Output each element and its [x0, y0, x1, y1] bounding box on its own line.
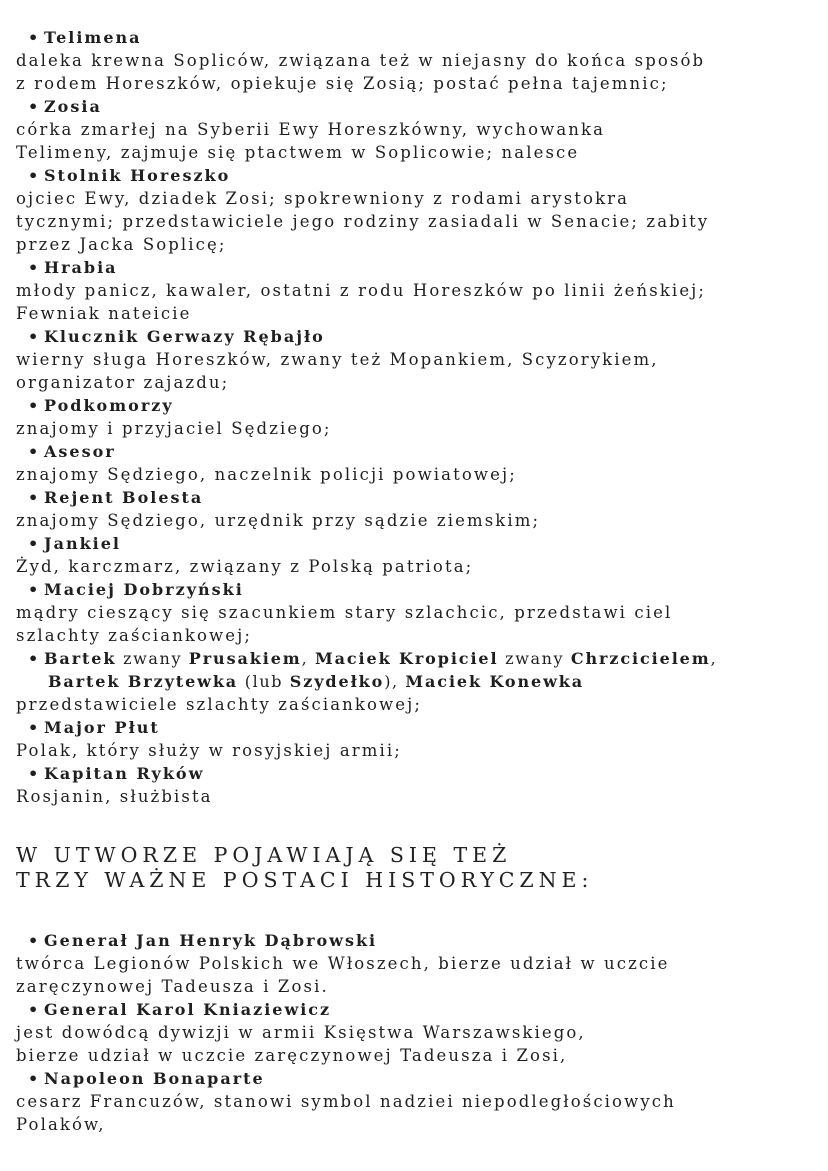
character-entry	[16, 325, 816, 394]
historical-name-line	[16, 929, 816, 952]
character-entry	[16, 164, 816, 256]
character-description: Rosjanin, służbista	[16, 787, 213, 806]
historical-description: cesarz Francuzów, stanowi symbol nadziei niepodległościowych Polaków,	[16, 1092, 676, 1134]
character-description: ojciec Ewy, dziadek Zosi; spokrewniony z rodami arystokra tycznymi; przedstawiciele jego rodziny zasiadali w Senacie; zabity przez Jacka Soplicę;	[16, 189, 710, 254]
character-name: Telimena	[44, 28, 142, 47]
group-name-bartek-brzytewka: Bartek Brzytewka	[48, 672, 239, 691]
character-entry	[16, 532, 816, 578]
historical-entry	[16, 1067, 816, 1136]
character-name-line	[16, 325, 816, 348]
group-name-szydelko: Szydełko	[289, 672, 385, 691]
historical-name-line	[16, 998, 816, 1021]
group-connector: zwany	[116, 649, 189, 668]
bullet-icon: •	[28, 97, 41, 116]
character-entry	[16, 256, 816, 325]
group-connector: zwany	[498, 649, 571, 668]
historical-name: General Karol Kniaziewicz	[44, 1000, 332, 1019]
character-name: Maciej Dobrzyński	[44, 580, 244, 599]
bullet-icon: •	[28, 534, 41, 553]
character-description: daleka krewna Sopliców, związana też w niejasny do końca sposób z rodem Horeszków, opiekuje się Zosią; postać pełna tajemnic;	[16, 51, 706, 93]
character-name: Klucznik Gerwazy Rębajło	[44, 327, 325, 346]
character-name: Podkomorzy	[44, 396, 174, 415]
group-names-line-1	[16, 647, 816, 670]
character-entry	[16, 762, 816, 808]
group-names-line-2	[16, 670, 816, 693]
character-description: Żyd, karczmarz, związany z Polską patriota;	[16, 557, 474, 576]
character-name-line	[16, 26, 816, 49]
section-heading-line-1: W UTWORZE POJAWIAJĄ SIĘ TEŻ	[16, 843, 512, 867]
bullet-icon: •	[28, 258, 41, 277]
section-heading	[16, 843, 816, 893]
bullet-icon: •	[28, 764, 41, 783]
bullet-icon: •	[28, 1069, 41, 1088]
character-name: Kapitan Ryków	[44, 764, 205, 783]
bullet-icon: •	[28, 1000, 41, 1019]
character-description: córka zmarłej na Syberii Ewy Horeszkówny, wychowanka Telimeny, zajmuje się ptactwem w Soplicowie; nalesce	[16, 120, 606, 162]
historical-description: twórca Legionów Polskich we Włoszech, bierze udział w uczcie zaręczynowej Tadeusza i Zosi.	[16, 954, 670, 996]
character-description: znajomy i przyjaciel Sędziego;	[16, 419, 332, 438]
bullet-icon: •	[28, 649, 40, 668]
group-description: przedstawiciele szlachty zaściankowej;	[16, 695, 422, 714]
character-name: Stolnik Horeszko	[44, 166, 231, 185]
group-name-chrzcicielem: Chrzcicielem	[570, 649, 711, 668]
character-entry	[16, 440, 816, 486]
character-entry	[16, 578, 816, 647]
character-name: Hrabia	[44, 258, 118, 277]
character-name-line	[16, 486, 816, 509]
bullet-icon: •	[28, 488, 41, 507]
bullet-icon: •	[28, 442, 41, 461]
group-name-bartek: Bartek	[44, 649, 117, 668]
bullet-icon: •	[28, 166, 41, 185]
character-entry	[16, 95, 816, 164]
character-entry	[16, 394, 816, 440]
group-character-entry	[16, 647, 816, 716]
character-description: wierny sługa Horeszków, zwany też Mopankiem, Scyzorykiem, organizator zajazdu;	[16, 350, 659, 392]
character-description: młody panicz, kawaler, ostatni z rodu Horeszków po linii żeńskiej; Fewniak nateicie	[16, 281, 707, 323]
group-name-maciek-konewka: Maciek Konewka	[405, 672, 585, 691]
character-entry	[16, 716, 816, 762]
historical-description: jest dowódcą dywizji w armii Księstwa Warszawskiego, bierze udział w uczcie zaręczynowej Tadeusza i Zosi,	[16, 1023, 586, 1065]
bullet-icon: •	[28, 718, 41, 737]
character-name: Major Płut	[44, 718, 160, 737]
historical-entry	[16, 929, 816, 998]
bullet-icon: •	[28, 28, 41, 47]
character-name-line	[16, 762, 816, 785]
character-name-line	[16, 532, 816, 555]
group-connector: ,	[301, 649, 315, 668]
character-list-page	[16, 26, 816, 1136]
historical-entry	[16, 998, 816, 1067]
character-name-line	[16, 394, 816, 417]
bullet-icon: •	[28, 327, 41, 346]
bullet-icon: •	[28, 396, 41, 415]
character-description: znajomy Sędziego, naczelnik policji powiatowej;	[16, 465, 517, 484]
character-description: znajomy Sędziego, urzędnik przy sądzie ziemskim;	[16, 511, 541, 530]
historical-name: Generał Jan Henryk Dąbrowski	[44, 931, 378, 950]
bullet-icon: •	[28, 580, 41, 599]
group-connector: ,	[710, 649, 718, 668]
group-connector: (lub	[238, 672, 290, 691]
character-name-line	[16, 716, 816, 739]
character-name: Zosia	[44, 97, 102, 116]
character-description: Polak, który służy w rosyjskiej armii;	[16, 741, 402, 760]
group-name-maciek-kropiciel: Maciek Kropiciel	[315, 649, 499, 668]
historical-name-line	[16, 1067, 816, 1090]
character-name-line	[16, 440, 816, 463]
character-entry	[16, 26, 816, 95]
group-name-prusakiem: Prusakiem	[188, 649, 302, 668]
character-name: Jankiel	[44, 534, 121, 553]
character-name-line	[16, 164, 816, 187]
character-name: Rejent Bolesta	[44, 488, 204, 507]
character-name-line	[16, 578, 816, 601]
bullet-icon: •	[28, 931, 41, 950]
character-name: Asesor	[44, 442, 116, 461]
group-connector: ),	[384, 672, 406, 691]
section-heading-line-2: TRZY WAŻNE POSTACI HISTORYCZNE:	[16, 868, 594, 892]
historical-name: Napoleon Bonaparte	[44, 1069, 265, 1088]
character-entry	[16, 486, 816, 532]
character-name-line	[16, 256, 816, 279]
character-description: mądry cieszący się szacunkiem stary szlachcic, przedstawi ciel szlachty zaściankowej;	[16, 603, 673, 645]
character-name-line	[16, 95, 816, 118]
